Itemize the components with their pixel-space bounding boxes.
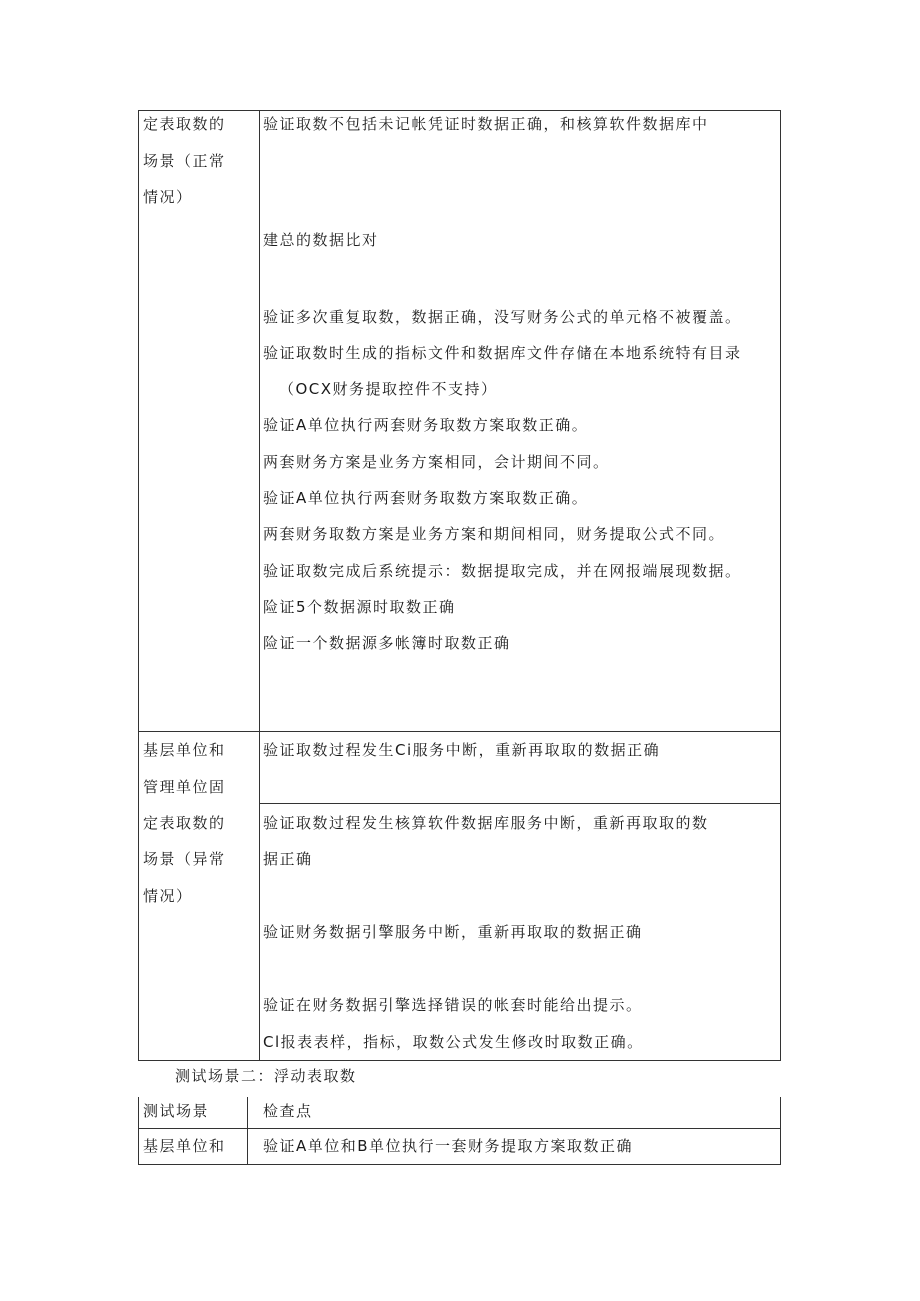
normal-check-text: 验证取数时生成的指标文件和数据库文件存储在本地系统特有目录 <box>263 344 742 362</box>
table2-header-scenario: 测试场景 <box>143 1102 210 1120</box>
normal-check-text: 险证一个数据源多帐簿时取数正确 <box>263 634 511 652</box>
abnormal-check-text: 据正确 <box>263 850 313 868</box>
normal-scenario-label-line: 场景（正常 <box>143 152 226 170</box>
table2-column-divider <box>247 1097 248 1165</box>
abnormal-check-text: 验证财务数据引擎服务中断，重新再取取的数据正确 <box>263 923 643 941</box>
section-title: 测试场景二：浮动表取数 <box>175 1067 357 1085</box>
abnormal-check-text: 验证在财务数据引擎选择错误的帐套时能给出提示。 <box>263 996 643 1014</box>
table1-right-border <box>780 110 781 1061</box>
table1-left-border <box>138 110 139 1061</box>
table1-column-divider <box>259 110 260 1061</box>
abnormal-scenario-label-line: 管理单位固 <box>143 778 226 796</box>
normal-scenario-label-line: 情况） <box>143 188 193 206</box>
abnormal-scenario-label-line: 情况） <box>143 887 193 905</box>
table2-row-scenario: 基层单位和 <box>143 1137 226 1155</box>
table2-row-checkpoint: 验证A单位和B单位执行一套财务提取方案取数正确 <box>263 1137 634 1155</box>
table2-right-border <box>780 1097 781 1165</box>
normal-scenario-label-line: 定表取数的 <box>143 115 226 133</box>
table2-left-border <box>138 1097 139 1165</box>
normal-check-text: （OCX财务提取控件不支持） <box>279 380 498 398</box>
normal-check-text: 验证取数完成后系统提示：数据提取完成，并在网报端展现数据。 <box>263 562 742 580</box>
normal-check-text: 验证A单位执行两套财务取数方案取数正确。 <box>263 489 589 507</box>
table1-bottom-border <box>138 1060 781 1061</box>
abnormal-scenario-label-line: 场景（异常 <box>143 850 226 868</box>
abnormal-scenario-label-line: 定表取数的 <box>143 814 226 832</box>
normal-check-text: 两套财务取数方案是业务方案和期间相同，财务提取公式不同。 <box>263 525 726 543</box>
normal-check-text: 建总的数据比对 <box>263 231 379 249</box>
table2-bottom-border <box>138 1164 781 1165</box>
normal-check-text: 验证A单位执行两套财务取数方案取数正确。 <box>263 416 589 434</box>
normal-check-text: 险证5个数据源时取数正确 <box>263 598 456 616</box>
abnormal-check-text: 验证取数过程发生Ci服务中断，重新再取取的数据正确 <box>263 741 661 759</box>
abnormal-scenario-label-line: 基层单位和 <box>143 741 226 759</box>
normal-check-text: 验证多次重复取数，数据正确，没写财务公式的单元格不被覆盖。 <box>263 308 742 326</box>
table2-row-divider <box>138 1128 781 1129</box>
abnormal-check-text: Cl报表表样，指标，取数公式发生修改时取数正确。 <box>263 1033 644 1051</box>
abnormal-check-text: 验证取数过程发生核算软件数据库服务中断，重新再取取的数 <box>263 814 709 832</box>
table1-row-divider <box>138 731 781 732</box>
table2-header-checkpoint: 检查点 <box>263 1102 313 1120</box>
normal-check-text: 验证取数不包括未记帐凭证时数据正确，和核算软件数据库中 <box>263 115 709 133</box>
table1-top-border <box>138 110 781 111</box>
table1-right-cell-divider <box>259 803 781 804</box>
normal-check-text: 两套财务方案是业务方案相同，会计期间不同。 <box>263 453 610 471</box>
